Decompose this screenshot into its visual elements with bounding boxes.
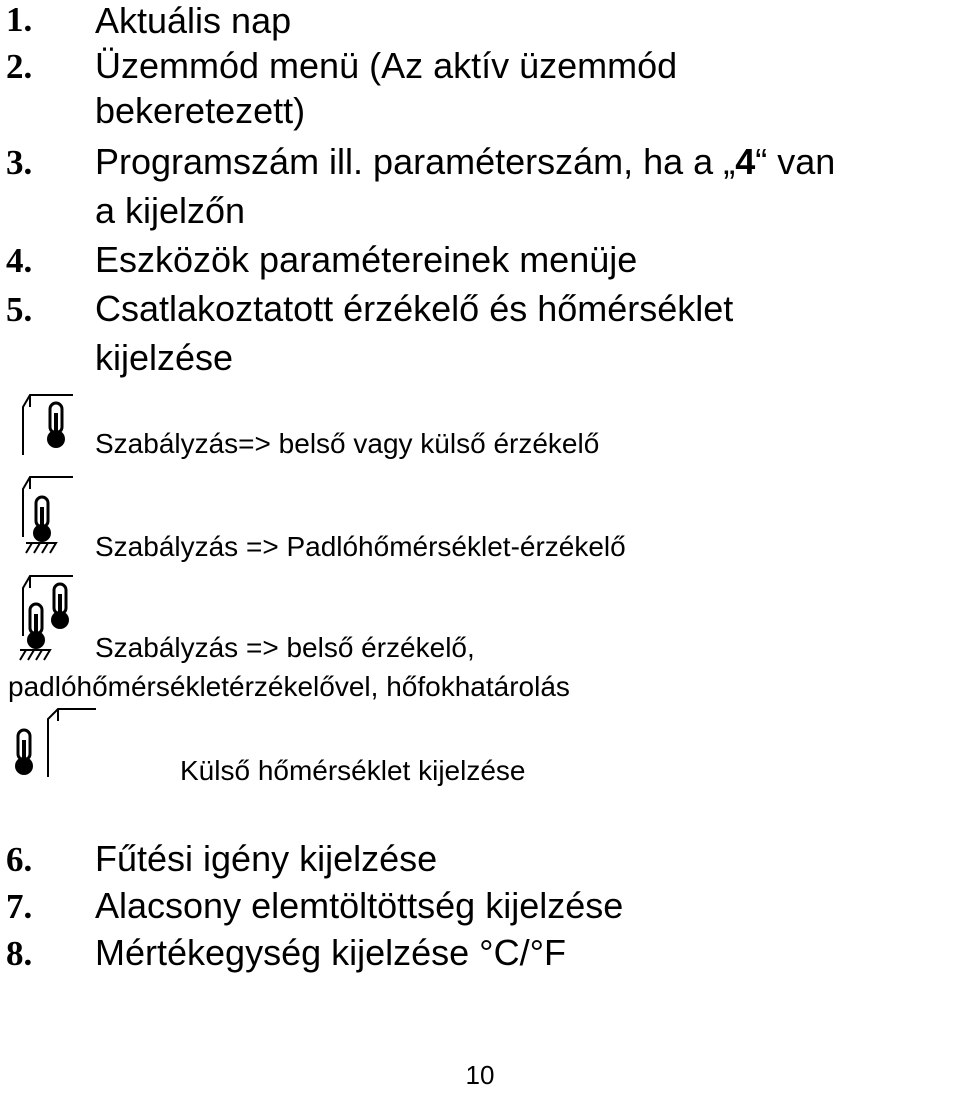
item-text-3-bold: 4	[735, 141, 756, 182]
item-number-2: 2.	[6, 47, 33, 86]
item-text-6: Fűtési igény kijelzése	[95, 838, 438, 879]
sensor-mode-4: Külső hőmérséklet kijelzése	[180, 755, 526, 786]
item-text-4: Eszközök paramétereinek menüje	[95, 239, 638, 280]
item-number-6: 6.	[6, 840, 33, 879]
room-thermometer-icon	[8, 385, 78, 460]
sensor-mode-1: Szabályzás=> belső vagy külső érzékelő	[95, 428, 600, 459]
item-number-7: 7.	[6, 887, 33, 926]
item-number-3: 3.	[6, 143, 33, 182]
item-text-5-cont: kijelzése	[95, 337, 234, 378]
item-text-8: Mértékegység kijelzése °C/°F	[95, 932, 566, 973]
outdoor-thermometer-icon	[8, 705, 98, 785]
page-number: 10	[465, 1060, 495, 1090]
dual-thermometer-icon	[8, 566, 78, 661]
item-text-2-cont: bekeretezett)	[95, 90, 306, 131]
sensor-mode-3-cont: padlóhőmérsékletérzékelővel, hőfokhatárolás	[8, 671, 570, 702]
item-number-5: 5.	[6, 290, 33, 329]
item-text-5: Csatlakoztatott érzékelő és hőmérséklet	[95, 288, 734, 329]
item-text-2: Üzemmód menü (Az aktív üzemmód	[95, 45, 678, 86]
item-number-1: 1.	[6, 0, 33, 39]
item-text-7: Alacsony elemtöltöttség kijelzése	[95, 885, 624, 926]
sensor-mode-3: Szabályzás => belső érzékelő,	[95, 632, 475, 663]
item-text-1: Aktuális nap	[95, 0, 292, 41]
sensor-mode-2: Szabályzás => Padlóhőmérséklet-érzékelő	[95, 531, 626, 562]
item-number-4: 4.	[6, 241, 33, 280]
floor-thermometer-icon	[8, 467, 78, 557]
item-text-3-b: “ van	[755, 141, 836, 182]
item-number-8: 8.	[6, 934, 33, 973]
item-text-3-cont: a kijelzőn	[95, 190, 246, 231]
item-text-3	[95, 141, 835, 183]
item-text-3-a: Programszám ill. paraméterszám, ha a „	[95, 141, 736, 182]
